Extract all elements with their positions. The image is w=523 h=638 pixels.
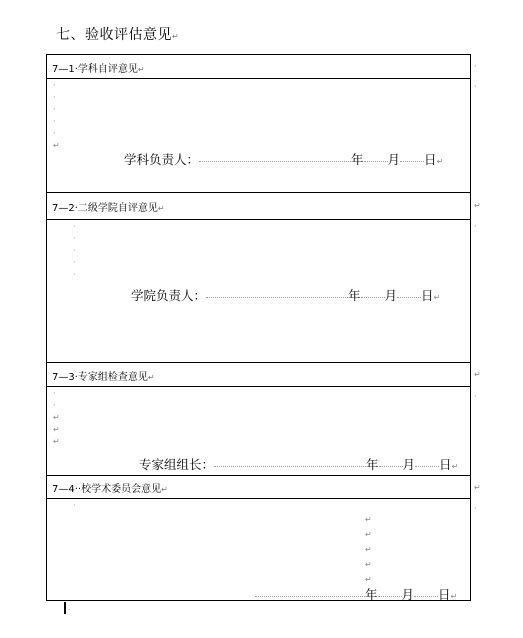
year-label: 年	[348, 288, 361, 303]
paragraph-mark: ↵	[365, 515, 372, 524]
divider	[47, 475, 470, 476]
row-end-mark: ↵	[474, 370, 481, 379]
section-title	[56, 24, 179, 44]
faint-mark: ·	[73, 270, 76, 279]
row-end-mark: ·	[474, 504, 477, 513]
header-7-1	[52, 60, 145, 75]
divider	[47, 78, 470, 79]
faint-mark: ·	[53, 93, 56, 102]
divider	[47, 192, 470, 193]
fill-line	[361, 289, 385, 298]
row-end-mark: ↵	[474, 201, 481, 210]
day-label: 日	[439, 457, 452, 472]
fill-line	[400, 153, 424, 162]
paragraph-mark: ↵	[451, 462, 459, 471]
fill-line	[214, 458, 366, 467]
faint-mark: ·	[53, 401, 56, 410]
signer-label: 学科负责人：	[124, 152, 200, 167]
signature-line-7-2[interactable]	[131, 286, 440, 304]
month-label: 月	[402, 457, 416, 472]
divider	[47, 219, 470, 220]
paragraph-mark: ↵	[137, 65, 145, 74]
day-label: 日	[438, 587, 451, 602]
paragraph-mark: ↵	[436, 157, 444, 166]
year-label: 年	[365, 587, 378, 602]
fill-line	[414, 588, 438, 597]
header-7-2-text: 7—2·二级学院自评意见	[52, 203, 158, 214]
blank-lines-7-4-right	[365, 512, 372, 587]
row-end-mark: ·	[474, 82, 477, 91]
signer-label: 专家组组长：	[139, 457, 215, 472]
faint-mark: ·	[73, 258, 76, 267]
blank-lines-7-2	[73, 221, 76, 281]
month-label: 月	[387, 152, 401, 167]
header-7-3-text: 7—3·专家组检查意见	[52, 372, 148, 383]
faint-mark: ·	[53, 105, 56, 114]
row-end-mark: ·	[474, 222, 477, 231]
section-title-text: 七、验收评估意见	[56, 27, 172, 43]
signer-label: 学院负责人：	[131, 288, 207, 303]
fill-line	[206, 289, 348, 298]
faint-mark: ·	[53, 81, 56, 90]
blank-lines-7-1	[53, 80, 60, 152]
row-end-mark: ·	[474, 392, 477, 401]
divider	[47, 362, 470, 363]
signature-line-7-1[interactable]	[124, 150, 443, 168]
faint-mark: ·	[53, 129, 56, 138]
paragraph-mark: ↵	[53, 425, 60, 434]
paragraph-mark: ↵	[450, 592, 458, 601]
divider	[47, 498, 470, 499]
header-7-4	[52, 480, 168, 495]
header-7-2	[52, 199, 165, 214]
paragraph-mark: ↵	[53, 141, 60, 150]
paragraph-mark: ↵	[161, 485, 168, 494]
divider	[47, 386, 470, 387]
paragraph-mark: ↵	[172, 32, 180, 41]
day-label: 日	[424, 152, 437, 167]
blank-lines-7-3	[53, 388, 60, 448]
header-7-3	[52, 368, 155, 383]
paragraph-mark: ↵	[147, 373, 155, 382]
signature-line-7-3[interactable]	[139, 455, 458, 473]
signature-line-7-4[interactable]	[255, 585, 457, 603]
paragraph-mark: ↵	[365, 530, 372, 539]
row-end-mark: ↵	[474, 483, 481, 492]
blank-line-7-4	[73, 500, 76, 512]
faint-mark: ·	[73, 222, 76, 231]
fill-line	[397, 289, 421, 298]
day-label: 日	[421, 288, 434, 303]
paragraph-mark: ↵	[365, 575, 372, 584]
faint-mark: ·	[73, 501, 76, 510]
fill-line	[255, 588, 365, 597]
month-label: 月	[401, 587, 415, 602]
faint-mark: ·	[53, 389, 56, 398]
fill-line	[379, 458, 403, 467]
year-label: 年	[351, 152, 364, 167]
faint-mark: ·	[73, 234, 76, 243]
paragraph-mark: ↵	[53, 413, 60, 422]
fill-line	[378, 588, 402, 597]
faint-mark: ·	[53, 117, 56, 126]
fill-line	[415, 458, 439, 467]
fill-line	[199, 153, 351, 162]
row-end-mark: ·	[474, 62, 477, 71]
paragraph-mark: ↵	[157, 204, 165, 213]
paragraph-mark: ↵	[365, 560, 372, 569]
year-label: 年	[366, 457, 379, 472]
paragraph-mark: ↵	[53, 437, 60, 446]
paragraph-mark: ↵	[433, 293, 441, 302]
month-label: 月	[384, 288, 398, 303]
trailing-mark: ·	[68, 606, 71, 614]
header-7-1-text: 7—1·学科自评意见	[52, 64, 138, 75]
fill-line	[364, 153, 388, 162]
text-cursor	[64, 602, 66, 614]
header-7-4-text: 7—4··校学术委员会意见	[52, 484, 162, 495]
paragraph-mark: ↵	[365, 545, 372, 554]
evaluation-table	[46, 54, 471, 601]
faint-mark: ·	[73, 246, 76, 255]
